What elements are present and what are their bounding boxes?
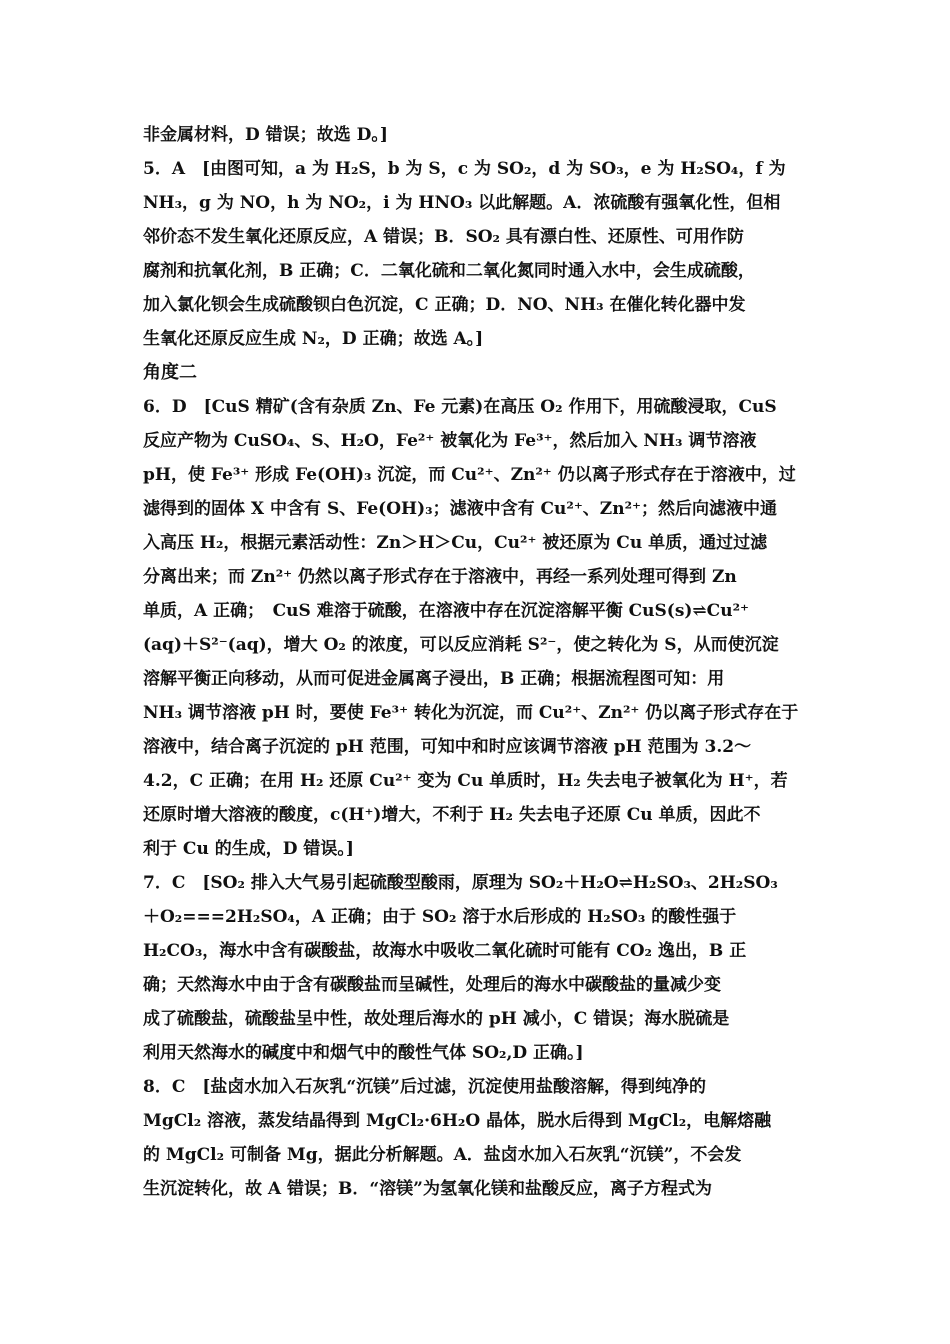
text-line: 4.2，C 正确；在用 H₂ 还原 Cu²⁺ 变为 Cu 单质时，H₂ 失去电子被氧化为 H⁺，若 bbox=[143, 771, 788, 791]
text-line: 腐剂和抗氧化剂，B 正确；C．二氧化硫和二氧化氮同时通入水中，会生成硫酸， bbox=[143, 261, 755, 281]
text-line: 生沉淀转化，故 A 错误；B．“溶镁”为氢氧化镁和盐酸反应，离子方程式为 bbox=[143, 1179, 712, 1199]
text-line: 7．C [SO₂ 排入大气易引起硫酸型酸雨，原理为 SO₂＋H₂O⇌H₂SO₃、2H₂SO₃ bbox=[143, 873, 778, 893]
text-line: 反应产物为 CuSO₄、S、H₂O，Fe²⁺ 被氧化为 Fe³⁺，然后加入 NH₃ 调节溶液 bbox=[143, 431, 757, 451]
text-line: ＋O₂===2H₂SO₄，A 正确；由于 SO₂ 溶于水后形成的 H₂SO₃ 的酸性强于 bbox=[143, 907, 737, 927]
document-page bbox=[143, 118, 813, 1206]
text-line: 5．A [由图可知，a 为 H₂S，b 为 S，c 为 SO₂，d 为 SO₃，e 为 H₂SO₄，f 为 bbox=[143, 159, 786, 179]
text-line: 单质，A 正确； CuS 难溶于硫酸，在溶液中存在沉淀溶解平衡 CuS(s)⇌Cu²⁺ bbox=[143, 601, 749, 621]
text-line: 滤得到的固体 X 中含有 S、Fe(OH)₃；滤液中含有 Cu²⁺、Zn²⁺；然后向滤液中通 bbox=[143, 499, 777, 519]
text-line: NH₃，g 为 NO，h 为 NO₂，i 为 HNO₃ 以此解题。A．浓硫酸有强氧化性，但相 bbox=[143, 193, 781, 213]
text-line: 加入氯化钡会生成硫酸钡白色沉淀，C 正确；D．NO、NH₃ 在催化转化器中发 bbox=[143, 295, 746, 315]
text-line: NH₃ 调节溶液 pH 时，要使 Fe³⁺ 转化为沉淀，而 Cu²⁺、Zn²⁺ 仍以离子形式存在于 bbox=[143, 703, 799, 723]
text-line: 分离出来；而 Zn²⁺ 仍然以离子形式存在于溶液中，再经一系列处理可得到 Zn bbox=[143, 567, 737, 587]
text-line: 生氧化还原反应生成 N₂，D 正确；故选 A。] bbox=[143, 329, 484, 349]
text-line: pH，使 Fe³⁺ 形成 Fe(OH)₃ 沉淀，而 Cu²⁺、Zn²⁺ 仍以离子形式存在于溶液中，过 bbox=[143, 465, 796, 485]
text-line: 入高压 H₂，根据元素活动性：Zn＞H＞Cu，Cu²⁺ 被还原为 Cu 单质，通过过滤 bbox=[143, 533, 768, 553]
text-line: 6．D [CuS 精矿(含有杂质 Zn、Fe 元素)在高压 O₂ 作用下，用硫酸浸取，CuS bbox=[143, 397, 777, 417]
text-line: 8．C [盐卤水加入石灰乳“沉镁”后过滤，沉淀使用盐酸溶解，得到纯净的 bbox=[143, 1077, 706, 1097]
text-line: 溶液中，结合离子沉淀的 pH 范围，可知中和时应该调节溶液 pH 范围为 3.2～ bbox=[143, 737, 752, 757]
text-line: 确；天然海水中由于含有碳酸盐而呈碱性，处理后的海水中碳酸盐的量减少变 bbox=[143, 975, 721, 995]
text-line: 的 MgCl₂ 可制备 Mg，据此分析解题。A．盐卤水加入石灰乳“沉镁”，不会发 bbox=[143, 1145, 742, 1165]
text-line: 利用天然海水的碱度中和烟气中的酸性气体 SO₂,D 正确。] bbox=[143, 1043, 584, 1063]
text-line: 成了硫酸盐，硫酸盐呈中性，故处理后海水的 pH 减小，C 错误；海水脱硫是 bbox=[143, 1009, 730, 1029]
text-line: MgCl₂ 溶液，蒸发结晶得到 MgCl₂·6H₂O 晶体，脱水后得到 MgCl₂，电解熔融 bbox=[143, 1111, 772, 1131]
text-line: 溶解平衡正向移动，从而可促进金属离子浸出，B 正确；根据流程图可知：用 bbox=[143, 669, 725, 689]
text-line: 邻价态不发生氧化还原反应，A 错误；B．SO₂ 具有漂白性、还原性、可用作防 bbox=[143, 227, 744, 247]
text-line: 利于 Cu 的生成，D 错误。] bbox=[143, 839, 354, 859]
section-heading: 角度二 bbox=[143, 362, 197, 383]
text-line: H₂CO₃，海水中含有碳酸盐，故海水中吸收二氧化硫时可能有 CO₂ 逸出，B 正 bbox=[143, 941, 747, 961]
text-line: 非金属材料，D 错误；故选 D。] bbox=[143, 125, 388, 145]
text-line: 还原时增大溶液的酸度，c(H⁺)增大，不利于 H₂ 失去电子还原 Cu 单质，因此不 bbox=[143, 805, 761, 825]
text-line: (aq)＋S²⁻(aq)，增大 O₂ 的浓度，可以反应消耗 S²⁻，使之转化为 S，从而使沉淀 bbox=[143, 635, 779, 655]
